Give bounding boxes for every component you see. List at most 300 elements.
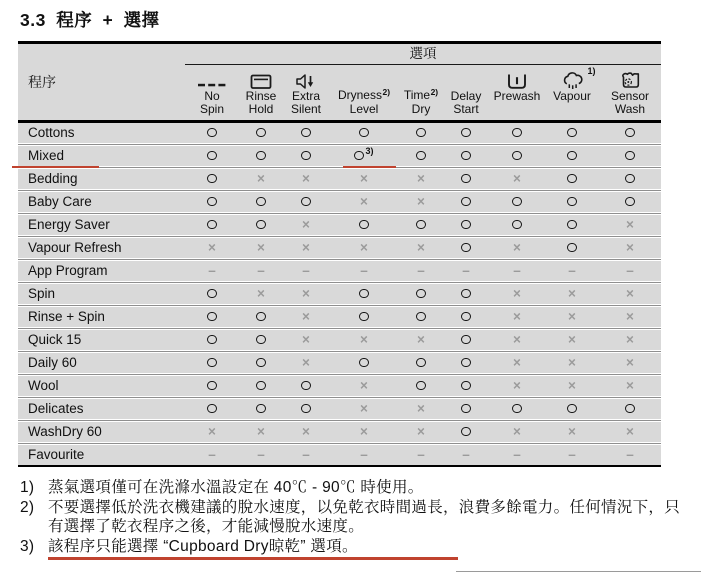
column-header-prewash [489, 65, 545, 120]
available-symbol [416, 220, 426, 230]
option-cell [329, 445, 399, 465]
not-applicable-symbol: – [626, 446, 634, 462]
option-cell [545, 422, 599, 442]
available-symbol [207, 151, 217, 161]
not-applicable-symbol: – [302, 446, 310, 462]
table-row-rinse-spin [18, 307, 661, 327]
available-symbol [461, 427, 471, 437]
unavailable-symbol: × [302, 308, 310, 324]
available-symbol [461, 381, 471, 391]
option-cell [599, 284, 661, 304]
footnote-text: 不要選擇低於洗衣機建議的脫水速度，以免乾衣時間過長，浪費多餘電力。任何情況下，只有選擇了乾衣程序之後，才能減慢脫水速度。 [48, 498, 681, 535]
option-cell [399, 146, 443, 166]
unavailable-symbol: × [257, 285, 265, 301]
vapour-icon [560, 71, 585, 90]
column-header-extra-silent [283, 65, 329, 120]
available-symbol [416, 128, 426, 138]
option-cell [599, 445, 661, 465]
option-cell [545, 238, 599, 258]
unavailable-symbol: × [513, 377, 521, 393]
option-cell [239, 445, 283, 465]
option-cell [329, 261, 399, 281]
option-cell [489, 215, 545, 235]
unavailable-symbol: × [257, 239, 265, 255]
unavailable-symbol: × [568, 331, 576, 347]
available-symbol [461, 174, 471, 184]
option-cell [329, 422, 399, 442]
footnotes [20, 478, 688, 556]
not-applicable-symbol: – [302, 262, 310, 278]
option-cell [545, 284, 599, 304]
option-cell [399, 192, 443, 212]
option-cell [329, 330, 399, 350]
options-columns [185, 65, 661, 120]
option-cell [599, 123, 661, 143]
unavailable-symbol: × [208, 239, 216, 255]
program-name: Baby Care [28, 193, 92, 209]
option-cell [599, 192, 661, 212]
not-applicable-symbol: – [360, 446, 368, 462]
option-cell [489, 353, 545, 373]
available-symbol [567, 404, 577, 414]
table-row-spin [18, 284, 661, 304]
option-cell [329, 353, 399, 373]
unavailable-symbol: × [302, 331, 310, 347]
available-symbol [256, 220, 266, 230]
option-cell [443, 238, 489, 258]
column-label-bottom: Wash [614, 102, 646, 116]
unavailable-symbol: × [626, 377, 634, 393]
option-cell [599, 376, 661, 396]
available-symbol [461, 404, 471, 414]
table-row-mixed [18, 146, 661, 166]
option-cell [545, 215, 599, 235]
column-label-bottom: Spin [199, 102, 225, 116]
option-cell [399, 330, 443, 350]
option-cell [185, 330, 239, 350]
option-cell [283, 169, 329, 189]
no-spin-icon [197, 80, 227, 90]
option-cell [399, 284, 443, 304]
available-symbol [512, 220, 522, 230]
available-symbol [461, 289, 471, 299]
option-cell [545, 353, 599, 373]
program-name: Quick 15 [28, 331, 82, 347]
option-cell [443, 330, 489, 350]
option-cell [443, 169, 489, 189]
available-symbol [512, 197, 522, 207]
available-symbol [416, 381, 426, 391]
option-cell [545, 445, 599, 465]
footnote-text: 該程序只能選擇 “Cupboard Dry晾乾” 選項。 [48, 537, 358, 555]
option-cell [599, 215, 661, 235]
available-symbol [461, 151, 471, 161]
option-cell [443, 399, 489, 419]
footnote-text: 蒸氣選項僅可在洗滌水溫設定在 40℃ - 90℃ 時使用。 [48, 479, 424, 496]
available-symbol [625, 151, 635, 161]
column-label-top: Time$^{2)}$ [403, 86, 439, 102]
unavailable-symbol: × [302, 170, 310, 186]
program-name: Rinse + Spin [28, 308, 105, 324]
available-symbol [256, 312, 266, 322]
unavailable-symbol: × [257, 170, 265, 186]
option-cell [283, 284, 329, 304]
column-header-sensor-wash [599, 65, 661, 120]
unavailable-symbol: × [417, 170, 425, 186]
option-cell [239, 215, 283, 235]
table-row-delicates [18, 399, 661, 419]
option-cell [489, 307, 545, 327]
option-cell [283, 353, 329, 373]
program-name: Energy Saver [28, 216, 110, 232]
option-cell [185, 284, 239, 304]
available-symbol [359, 220, 369, 230]
icon-footnote-marker: 1) [587, 65, 596, 76]
unavailable-symbol: × [257, 423, 265, 439]
unavailable-symbol: × [302, 216, 310, 232]
available-symbol [567, 128, 577, 138]
available-symbol [625, 128, 635, 138]
option-cell [399, 123, 443, 143]
option-cell [443, 445, 489, 465]
available-symbol [256, 197, 266, 207]
not-applicable-symbol: – [257, 446, 265, 462]
column-label-top: Rinse [245, 88, 277, 103]
unavailable-symbol: × [302, 354, 310, 370]
option-cell [185, 353, 239, 373]
unavailable-symbol: × [513, 423, 521, 439]
option-cell [489, 146, 545, 166]
not-applicable-symbol: – [208, 446, 216, 462]
unavailable-symbol: × [417, 423, 425, 439]
table-row-daily-60 [18, 353, 661, 373]
option-cell [239, 330, 283, 350]
unavailable-symbol: × [417, 400, 425, 416]
option-cell [283, 215, 329, 235]
available-symbol [256, 358, 266, 368]
option-cell [399, 238, 443, 258]
unavailable-symbol: × [513, 308, 521, 324]
table-row-cottons [18, 123, 661, 143]
option-cell [329, 238, 399, 258]
column-header-dryness-level [329, 65, 399, 120]
not-applicable-symbol: – [626, 262, 634, 278]
column-label-top: No [204, 88, 220, 103]
option-cell [185, 261, 239, 281]
option-cell [329, 399, 399, 419]
option-cell [239, 192, 283, 212]
option-cell [399, 376, 443, 396]
option-cell [399, 169, 443, 189]
footnote-2 [20, 498, 688, 537]
option-cell [599, 169, 661, 189]
option-cell [545, 146, 599, 166]
available-symbol [461, 358, 471, 368]
table-row-wool [18, 376, 661, 396]
option-cell [443, 376, 489, 396]
available-symbol [567, 197, 577, 207]
footnote-marker: 2) [20, 498, 35, 516]
not-applicable-symbol: – [462, 262, 470, 278]
option-cell [283, 238, 329, 258]
column-label-top: Extra [291, 88, 320, 103]
option-cell [545, 169, 599, 189]
option-cell [399, 307, 443, 327]
unavailable-symbol: × [568, 354, 576, 370]
option-cell [399, 422, 443, 442]
column-icon-box [506, 67, 528, 90]
option-cell [599, 307, 661, 327]
column-icon-box [295, 67, 317, 90]
option-cell [239, 146, 283, 166]
column-label-top: Vapour [553, 88, 591, 103]
option-cell [443, 192, 489, 212]
table-row-washdry-60 [18, 422, 661, 442]
available-symbol [207, 404, 217, 414]
option-cell [329, 123, 399, 143]
available-symbol [256, 381, 266, 391]
option-cell [545, 330, 599, 350]
program-name: Spin [28, 285, 56, 301]
option-cell [185, 376, 239, 396]
rinse-hold-icon [249, 73, 273, 90]
option-cell [185, 146, 239, 166]
program-name: Cottons [28, 124, 75, 140]
unavailable-symbol: × [626, 423, 634, 439]
option-cell [545, 376, 599, 396]
options-group-header: 選項 [185, 44, 661, 65]
column-header-no-spin [185, 65, 239, 120]
option-cell [545, 192, 599, 212]
option-cell [185, 123, 239, 143]
footnote-3 [20, 537, 688, 557]
option-cell [489, 261, 545, 281]
option-cell [239, 422, 283, 442]
column-header-vapour [545, 65, 599, 120]
available-symbol [461, 312, 471, 322]
option-cell [443, 284, 489, 304]
unavailable-symbol: × [417, 331, 425, 347]
sensor-wash-icon [619, 71, 642, 90]
footnote-marker: 1) [20, 479, 35, 496]
option-cell [329, 284, 399, 304]
available-symbol [416, 289, 426, 299]
option-cell [443, 307, 489, 327]
available-symbol [301, 151, 311, 161]
not-applicable-symbol: – [257, 262, 265, 278]
option-cell [489, 399, 545, 419]
not-applicable-symbol: – [513, 446, 521, 462]
column-footnote-marker: 2) [382, 86, 391, 97]
unavailable-symbol: × [513, 285, 521, 301]
available-symbol [359, 128, 369, 138]
unavailable-symbol: × [513, 239, 521, 255]
option-cell [185, 307, 239, 327]
table-row-vapour-refresh [18, 238, 661, 258]
option-cell [399, 353, 443, 373]
column-label-bottom: Start [453, 102, 479, 116]
option-cell [599, 330, 661, 350]
option-cell [599, 353, 661, 373]
unavailable-symbol: × [568, 423, 576, 439]
available-symbol [625, 174, 635, 184]
column-label-bottom: Dry [411, 102, 431, 116]
unavailable-symbol: × [360, 423, 368, 439]
table-row-baby-care [18, 192, 661, 212]
option-cell [239, 399, 283, 419]
option-cell [283, 146, 329, 166]
option-cell [185, 169, 239, 189]
available-symbol [416, 151, 426, 161]
program-name: App Program [28, 262, 108, 278]
option-cell [283, 261, 329, 281]
available-symbol [567, 243, 577, 253]
available-symbol [625, 404, 635, 414]
program-name: WashDry 60 [28, 423, 102, 439]
available-symbol [359, 312, 369, 322]
option-cell [599, 146, 661, 166]
available-symbol [207, 335, 217, 345]
option-cell [599, 238, 661, 258]
unavailable-symbol: × [513, 170, 521, 186]
option-cell [239, 307, 283, 327]
unavailable-symbol: × [302, 423, 310, 439]
option-cell [545, 123, 599, 143]
option-cell [489, 123, 545, 143]
program-name: Vapour Refresh [28, 239, 122, 255]
footnote-1 [20, 478, 688, 498]
not-applicable-symbol: – [513, 262, 521, 278]
column-header-rinse-hold [239, 65, 283, 120]
available-symbol [461, 243, 471, 253]
column-icon-box [197, 67, 227, 90]
option-cell [239, 123, 283, 143]
available-symbol [359, 289, 369, 299]
option-cell [185, 238, 239, 258]
table-body [18, 123, 661, 465]
option-cell [489, 284, 545, 304]
column-footnote-marker: 2) [430, 86, 439, 97]
column-label-bottom [515, 103, 518, 117]
option-cell [489, 238, 545, 258]
available-symbol [256, 335, 266, 345]
available-symbol [256, 151, 266, 161]
available-symbol [207, 381, 217, 391]
available-symbol [416, 358, 426, 368]
not-applicable-symbol: – [568, 446, 576, 462]
available-symbol [567, 220, 577, 230]
available-symbol [301, 128, 311, 138]
option-cell [443, 215, 489, 235]
available-symbol [207, 128, 217, 138]
available-symbol [207, 220, 217, 230]
program-name: Daily 60 [28, 354, 77, 370]
cell-footnote-marker: 3) [365, 145, 374, 156]
option-cell [399, 215, 443, 235]
column-label-top: Dryness$^{2)}$ [337, 86, 391, 102]
option-cell [329, 215, 399, 235]
unavailable-symbol: × [417, 193, 425, 209]
column-label-bottom: Hold [248, 102, 274, 116]
option-cell [545, 399, 599, 419]
available-symbol [301, 404, 311, 414]
program-name: Delicates [28, 400, 84, 416]
column-label-bottom: Level [349, 102, 379, 116]
column-label-bottom [570, 103, 573, 117]
option-cell [239, 376, 283, 396]
section-title: 3.3 程序 + 選擇 [20, 10, 160, 30]
unavailable-symbol: × [626, 216, 634, 232]
available-symbol [207, 312, 217, 322]
column-label-top: Sensor [610, 88, 650, 103]
not-applicable-symbol: – [360, 262, 368, 278]
program-name: Wool [28, 377, 59, 393]
option-cell [399, 399, 443, 419]
option-cell [329, 146, 399, 166]
program-name: Mixed [18, 146, 185, 166]
program-options-table [18, 41, 661, 467]
option-cell [239, 169, 283, 189]
column-label-bottom: Silent [290, 102, 322, 116]
option-cell [185, 445, 239, 465]
available-symbol [256, 128, 266, 138]
unavailable-symbol: × [568, 285, 576, 301]
option-cell [489, 445, 545, 465]
option-cell [329, 307, 399, 327]
program-column-header: 程序 [28, 73, 56, 90]
available-symbol [207, 358, 217, 368]
column-label-top: Delay [450, 88, 482, 103]
available-symbol [512, 404, 522, 414]
available-symbol [256, 404, 266, 414]
option-cell [489, 169, 545, 189]
option-cell [443, 123, 489, 143]
option-cell [283, 399, 329, 419]
available-symbol [567, 151, 577, 161]
option-cell [443, 422, 489, 442]
not-applicable-symbol: – [417, 262, 425, 278]
unavailable-symbol: × [513, 331, 521, 347]
column-header-time-dry [399, 65, 443, 120]
available-symbol [625, 197, 635, 207]
option-cell [599, 422, 661, 442]
option-cell [283, 445, 329, 465]
options-header-area [185, 44, 661, 120]
column-icon-box [619, 67, 642, 90]
option-cell [239, 261, 283, 281]
available-symbol [461, 220, 471, 230]
available-symbol [461, 128, 471, 138]
table-row-favourite [18, 445, 661, 465]
unavailable-symbol: × [302, 239, 310, 255]
available-symbol [461, 197, 471, 207]
option-cell [283, 376, 329, 396]
available-symbol [512, 151, 522, 161]
unavailable-symbol: × [302, 285, 310, 301]
option-cell [283, 123, 329, 143]
available-symbol [301, 197, 311, 207]
option-cell [283, 307, 329, 327]
column-icon-box [249, 67, 273, 90]
table-bottom-rule [18, 465, 661, 468]
option-cell [185, 215, 239, 235]
unavailable-symbol: × [626, 239, 634, 255]
not-applicable-symbol: – [462, 446, 470, 462]
option-cell [283, 330, 329, 350]
unavailable-symbol: × [360, 193, 368, 209]
table-row-energy-saver [18, 215, 661, 235]
table-row-bedding [18, 169, 661, 189]
